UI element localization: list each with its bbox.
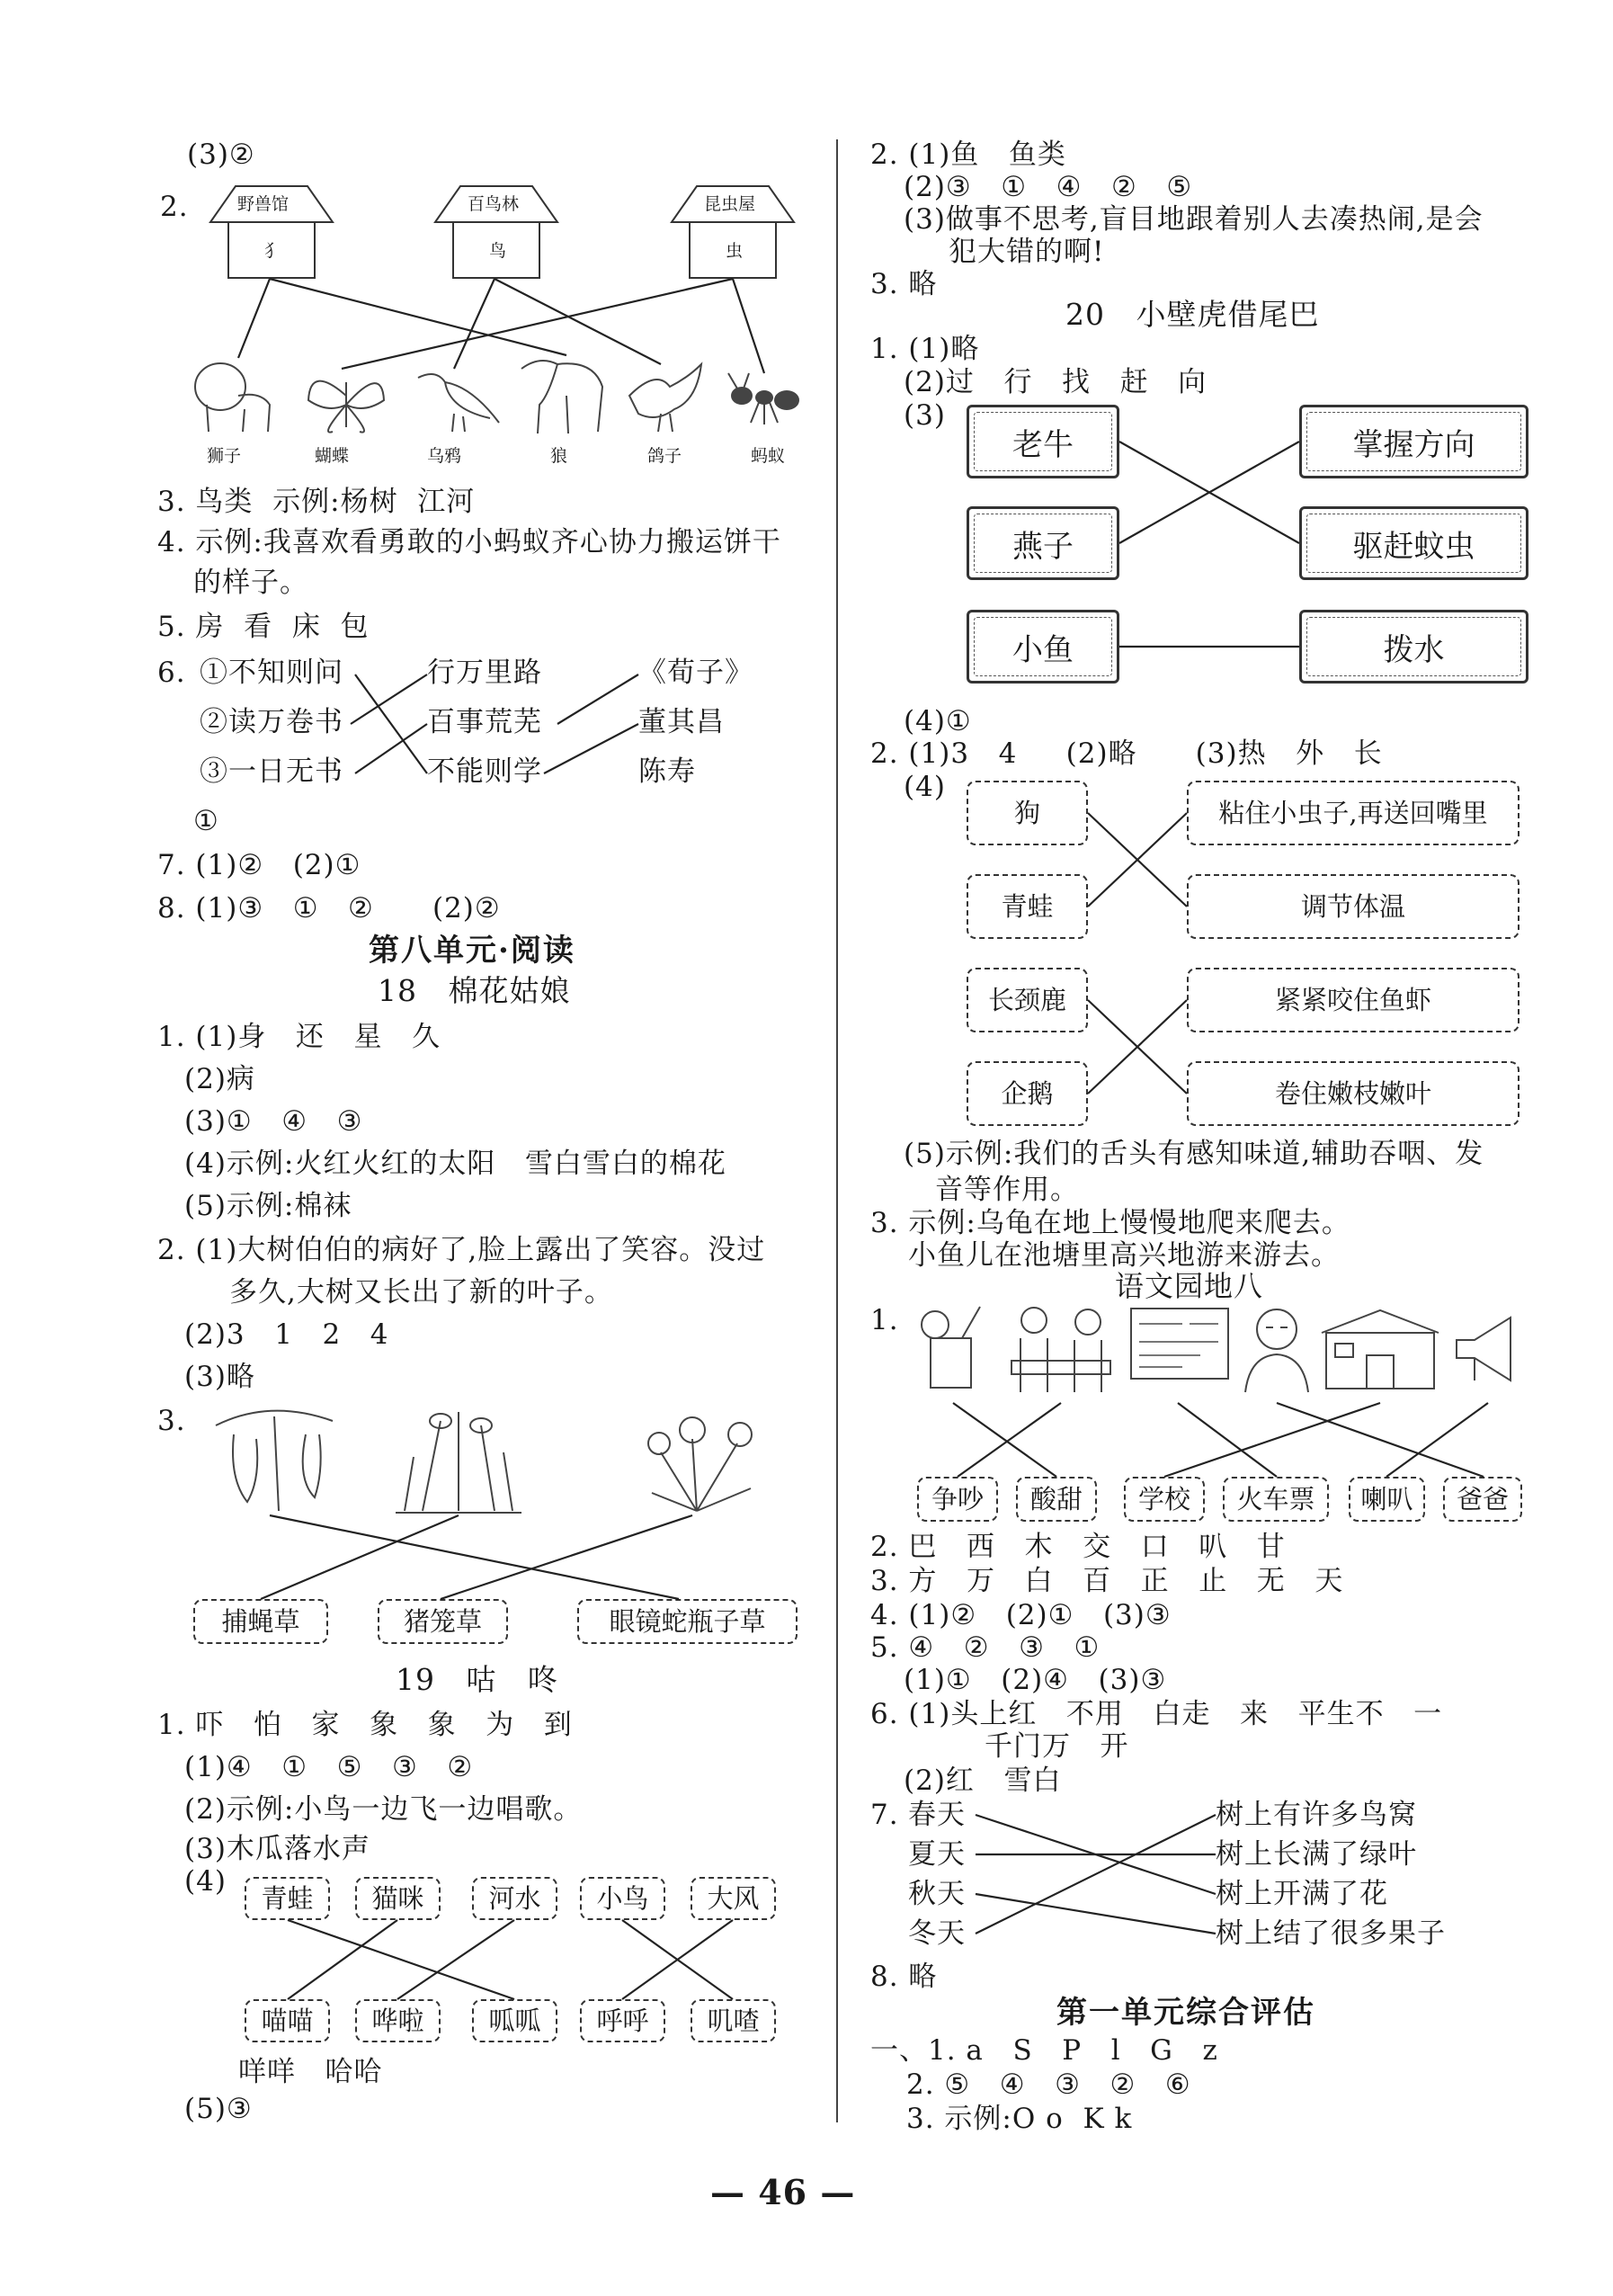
- proverb-item: ②读万卷书: [200, 706, 343, 738]
- house-roof-label: 昆虫屋: [704, 194, 756, 214]
- match-line: [1277, 1403, 1484, 1477]
- answer-line: 7. (1)② (2)①: [157, 849, 361, 881]
- match-line: [958, 1403, 1061, 1477]
- season-item: 秋天: [908, 1878, 966, 1910]
- answer-line: (4): [904, 771, 946, 803]
- answer-line: 2. 巴 西 木 交 口 叭 甘: [870, 1531, 1286, 1563]
- answer-line: (2)红 雪白: [904, 1764, 1062, 1797]
- word-box: 呱呱: [472, 1999, 557, 2042]
- answer-line: (2)③ ① ④ ② ⑤: [904, 171, 1193, 203]
- answer-line: (3)① ④ ③: [184, 1105, 363, 1138]
- plant-name-box: 猪笼草: [378, 1599, 508, 1644]
- answer-line: 3. 略: [870, 268, 938, 300]
- match-line: [355, 724, 427, 773]
- answer-line: 4. 示例:我喜欢看勇敢的小蚂蚁齐心协力搬运饼干: [157, 526, 781, 558]
- word-box: 学校: [1124, 1477, 1205, 1522]
- tree-item: 树上结了很多果子: [1216, 1917, 1446, 1950]
- match-line: [288, 1920, 397, 1999]
- season-item: 夏天: [908, 1838, 966, 1871]
- proverb-item: 陈寿: [638, 755, 696, 788]
- word-box: 喇叭: [1349, 1477, 1425, 1522]
- answer-line: 多久,大树又长出了新的叶子。: [229, 1276, 613, 1309]
- house-door-label: 犭: [264, 241, 282, 261]
- answer-line: (5)示例:我们的舌头有感知味道,辅助吞咽、发: [904, 1138, 1484, 1170]
- answer-line: (4): [184, 1865, 227, 1898]
- animal-label: 蝴蝶: [315, 446, 350, 466]
- question-number: 1.: [870, 1304, 899, 1336]
- answer-line: (3): [904, 399, 946, 432]
- animal-box: 狗: [967, 781, 1088, 845]
- word-box: 火车票: [1223, 1477, 1329, 1522]
- plant-name-box: 捕蝇草: [193, 1599, 328, 1644]
- match-line: [1178, 1403, 1277, 1477]
- answer-line: (1)④ ① ⑤ ③ ②: [184, 1751, 474, 1783]
- proverb-item: 董其昌: [638, 706, 725, 738]
- house-roof-label: 百鸟林: [468, 194, 520, 214]
- answer-line: 1. (1)略: [870, 333, 980, 365]
- answer-line: 6. (1)头上红 不用 白走 来 平生不 一: [870, 1698, 1443, 1730]
- match-line: [557, 675, 638, 724]
- answer-line: (2)3 1 2 4: [184, 1318, 389, 1351]
- animal-label: 鸽子: [647, 446, 682, 466]
- tongue-function-box: 调节体温: [1187, 874, 1519, 939]
- answer-line: 3. 示例:乌龟在地上慢慢地爬来爬去。: [870, 1207, 1350, 1239]
- unit-title: 第八单元·阅读: [369, 933, 575, 969]
- answer-line: 1. 吓 怕 家 象 象 为 到: [157, 1709, 573, 1741]
- season-item: 春天: [908, 1799, 966, 1831]
- answer-line: 2. (1)3 4 (2)略 (3)热 外 长: [870, 737, 1383, 770]
- answer-line: (2)病: [184, 1063, 255, 1095]
- word-box: 呼呼: [580, 1999, 665, 2042]
- question-number: 6.: [157, 657, 186, 689]
- answer-line: 5. ④ ② ③ ①: [870, 1631, 1101, 1664]
- tail-owner-label: 小鱼: [1012, 631, 1074, 668]
- match-line: [976, 1894, 1216, 1934]
- animal-label: 乌鸦: [427, 446, 462, 466]
- house-door-label: 鸟: [489, 241, 507, 261]
- tongue-function-box: 粘住小虫子,再送回嘴里: [1187, 781, 1519, 845]
- answer-line: 的样子。: [193, 567, 308, 599]
- match-line: [544, 724, 638, 773]
- animal-box: 青蛙: [967, 874, 1088, 939]
- answer-line: 5. 房 看 床 包: [157, 611, 370, 643]
- match-line: [454, 279, 495, 369]
- answer-line: 小鱼儿在池塘里高兴地游来游去。: [908, 1239, 1340, 1272]
- answer-line: 咩咩 哈哈: [238, 2056, 383, 2088]
- word-box: 喵喵: [245, 1999, 330, 2042]
- answer-line: 一、1. a S P l G z: [870, 2034, 1218, 2067]
- match-line: [261, 1515, 459, 1599]
- proverb-item: 行万里路: [427, 657, 542, 689]
- answer-line: 3. 鸟类 示例:杨树 江河: [157, 486, 476, 518]
- tail-use-label: 掌握方向: [1352, 426, 1475, 463]
- lesson-title: 19 咕 咚: [396, 1662, 558, 1697]
- proverb-item: ①不知则问: [200, 657, 343, 689]
- word-box: 叽喳: [691, 1999, 776, 2042]
- word-box: 哗啦: [355, 1999, 441, 2042]
- match-line: [351, 675, 427, 724]
- tail-use-label: 驱赶蚊虫: [1352, 528, 1475, 565]
- answer-line: 2. ⑤ ④ ③ ② ⑥: [906, 2068, 1191, 2101]
- answer-line: 1. (1)身 还 星 久: [157, 1021, 441, 1053]
- match-line: [270, 1515, 679, 1599]
- match-line: [238, 279, 270, 358]
- answer-line: (3)②: [187, 138, 255, 171]
- animal-label: 狮子: [207, 446, 242, 466]
- tail-use-label: 拨水: [1383, 631, 1445, 668]
- match-line: [733, 279, 764, 373]
- match-line: [270, 279, 566, 355]
- answer-line: 8. 略: [870, 1961, 938, 1993]
- match-line: [976, 1815, 1216, 1934]
- question-number: 2.: [160, 191, 189, 223]
- proverb-item: 不能则学: [427, 755, 542, 788]
- answer-line: 3. 方 万 白 百 正 止 无 天: [870, 1565, 1344, 1597]
- answer-line: 犯大错的啊!: [949, 236, 1105, 268]
- match-line: [1386, 1403, 1488, 1477]
- match-line: [355, 675, 427, 773]
- tree-item: 树上长满了绿叶: [1216, 1838, 1417, 1871]
- section-title: 第一单元综合评估: [1056, 1995, 1315, 2031]
- word-box: 大风: [691, 1877, 776, 1920]
- answer-line: 千门万 开: [985, 1730, 1129, 1763]
- section-title: 语文园地八: [1115, 1269, 1264, 1303]
- animal-label: 狼: [550, 446, 568, 466]
- word-box: 酸甜: [1016, 1477, 1097, 1522]
- answer-line: (4)示例:火红火红的太阳 雪白雪白的棉花: [184, 1148, 726, 1180]
- word-box: 河水: [472, 1877, 557, 1920]
- answer-line: (2)示例:小鸟一边飞一边唱歌。: [184, 1793, 583, 1826]
- match-line: [397, 1920, 514, 1999]
- animal-label: 蚂蚁: [751, 446, 786, 466]
- tail-owner-label: 燕子: [1012, 528, 1074, 565]
- question-number: 7.: [870, 1799, 899, 1831]
- answer-line: 4. (1)② (2)① (3)③: [870, 1599, 1172, 1631]
- answer-line: (3)略: [184, 1361, 255, 1393]
- season-item: 冬天: [908, 1917, 966, 1950]
- answer-line: (2)过 行 找 赶 向: [904, 366, 1208, 398]
- match-line: [1164, 1403, 1380, 1477]
- tongue-function-box: 卷住嫩枝嫩叶: [1187, 1061, 1519, 1126]
- word-box: 猫咪: [355, 1877, 441, 1920]
- tree-item: 树上开满了花: [1216, 1878, 1388, 1910]
- house-door-label: 虫: [726, 241, 744, 261]
- answer-line: ①: [193, 805, 219, 837]
- answer-line: 2. (1)大树伯伯的病好了,脸上露出了笑容。没过: [157, 1234, 766, 1266]
- answer-line: 音等作用。: [935, 1174, 1079, 1206]
- answer-line: (3)木瓜落水声: [184, 1833, 370, 1865]
- lesson-title: 18 棉花姑娘: [378, 973, 571, 1008]
- word-box: 争吵: [917, 1477, 998, 1522]
- proverb-item: 《荀子》: [638, 657, 753, 689]
- answer-line: (3)做事不思考,盲目地跟着别人去凑热闹,是会: [904, 203, 1484, 236]
- tree-item: 树上有许多鸟窝: [1216, 1799, 1417, 1831]
- answer-line: 8. (1)③ ① ② (2)②: [157, 892, 501, 925]
- house-roof-label: 野兽馆: [237, 194, 290, 214]
- answer-line: 3. 示例:O o K k: [906, 2103, 1133, 2135]
- lesson-title: 20 小壁虎借尾巴: [1065, 297, 1320, 332]
- word-box: 小鸟: [580, 1877, 665, 1920]
- plant-name-box: 眼镜蛇瓶子草: [577, 1599, 798, 1644]
- answer-line: (5)示例:棉袜: [184, 1190, 352, 1222]
- tongue-function-box: 紧紧咬住鱼虾: [1187, 968, 1519, 1032]
- word-box: 爸爸: [1443, 1477, 1522, 1522]
- tail-owner-label: 老牛: [1012, 426, 1074, 463]
- word-box: 青蛙: [245, 1877, 330, 1920]
- match-line: [953, 1403, 1056, 1477]
- proverb-item: ③一日无书: [200, 755, 343, 788]
- match-line: [288, 1920, 514, 1999]
- answer-line: (4)①: [904, 705, 972, 737]
- proverb-item: 百事荒芜: [427, 706, 542, 738]
- answer-line: 2. (1)鱼 鱼类: [870, 138, 1066, 171]
- animal-box: 长颈鹿: [967, 968, 1088, 1032]
- answer-line: (1)① (2)④ (3)③: [904, 1664, 1167, 1696]
- match-line: [495, 279, 661, 364]
- question-number: 3.: [157, 1405, 186, 1437]
- answer-line: (5)③: [184, 2093, 253, 2125]
- match-line: [342, 279, 733, 369]
- page-number: — 46 —: [710, 2172, 856, 2212]
- animal-box: 企鹅: [967, 1061, 1088, 1126]
